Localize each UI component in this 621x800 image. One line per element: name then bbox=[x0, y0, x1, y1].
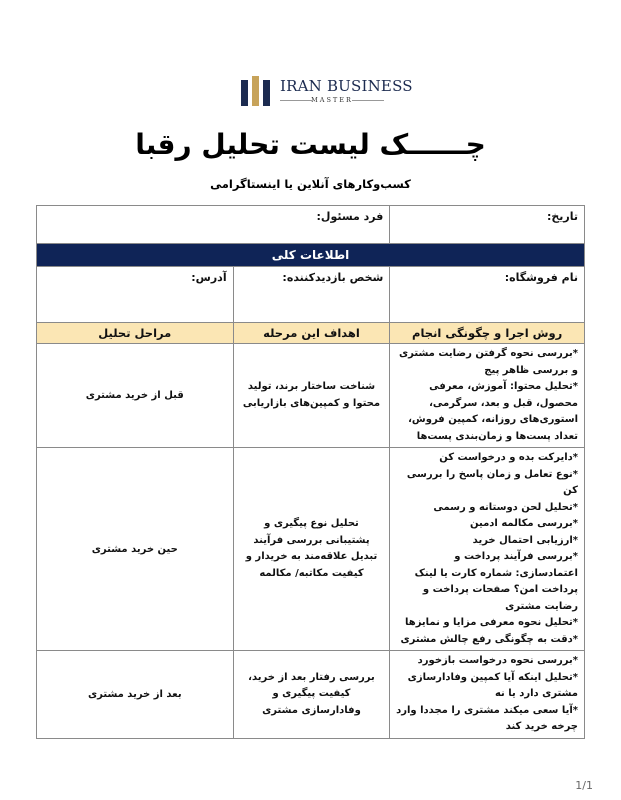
method-item: *تحلیل نحوه معرفی مزایا و نمایزها bbox=[405, 617, 578, 628]
checklist-table bbox=[36, 205, 585, 739]
date-label: تاریخ: bbox=[546, 210, 578, 223]
stage-cell: بعد از خرید مشتری bbox=[37, 651, 234, 739]
store-field[interactable] bbox=[390, 267, 585, 323]
header-goals: اهداف این مرحله bbox=[233, 323, 390, 344]
logo-name: IRAN BUSINESS bbox=[280, 77, 413, 95]
method-item: *نوع تعامل و زمان پاسخ را بررسی کن bbox=[406, 468, 578, 496]
section-title: اطلاعات کلی bbox=[37, 244, 585, 267]
method-item: *دقت به چگونگی رفع چالش مشتری bbox=[400, 633, 578, 645]
owner-label: فرد مسئول: bbox=[316, 210, 384, 223]
form-row-date bbox=[37, 206, 585, 244]
method-item: *تحلیل لحن دوستانه و رسمی bbox=[433, 501, 578, 513]
goal-cell: بررسی رفتار بعد از خرید، کیفیت پیگیری و وفادارسازی مشتری bbox=[233, 651, 390, 739]
goal-cell: تحلیل نوع پیگیری و پشتیبانی بررسی فرآیند تبدیل علاقه‌مند به خریدار و کیفیت مکاتبه/ مکالمه bbox=[233, 448, 390, 651]
store-label: نام فروشگاه: bbox=[504, 271, 578, 284]
logo-emblem-icon bbox=[240, 74, 272, 108]
method-item: *بررسی مکالمه ادمین bbox=[470, 518, 578, 529]
method-item: *تحلیل اینکه آیا کمپین وفادارسازی مشتری دارد یا نه bbox=[407, 671, 578, 699]
stage-cell: حین خرید مشتری bbox=[37, 448, 234, 651]
page-subtitle: کسب‌وکارهای آنلاین یا اینستاگرامی bbox=[210, 177, 411, 191]
logo-subtitle: MASTER bbox=[280, 96, 384, 104]
address-field[interactable] bbox=[37, 267, 234, 323]
method-item: *بررسی نحوه گرفتن رضایت مشتری و بررسی ظاهر پیج bbox=[399, 348, 578, 376]
methods-cell bbox=[390, 448, 585, 651]
stage-cell: قبل از خرید مشتری bbox=[37, 344, 234, 448]
address-label: آدرس: bbox=[191, 271, 227, 284]
page-indicator: 1/1 bbox=[575, 779, 593, 792]
table-row bbox=[37, 651, 585, 739]
brand-logo bbox=[240, 74, 413, 110]
methods-cell bbox=[390, 651, 585, 739]
table-row bbox=[37, 448, 585, 651]
visitor-label: شخص بازدیدکننده: bbox=[282, 271, 384, 284]
visitor-field[interactable] bbox=[233, 267, 390, 323]
method-item: *دایرکت بده و درخواست کن bbox=[439, 452, 578, 463]
method-item: *بررسی نحوه درخواست بازخورد bbox=[417, 655, 578, 666]
method-item: *بررسی فرآیند پرداخت و اعتمادسازی: شماره کارت یا لینک پرداخت امن؟ صفحات پرداخت و رضایت مشتری bbox=[414, 551, 578, 612]
date-field[interactable] bbox=[390, 206, 585, 244]
form-row-store bbox=[37, 267, 585, 323]
header-methods: روش اجرا و چگونگی انجام bbox=[390, 323, 585, 344]
owner-field[interactable] bbox=[37, 206, 390, 244]
method-item: *تحلیل محتوا: آموزش، معرفی محصول، قبل و بعد، سرگرمی، استوری‌های روزانه، کمپین فروش، تعداد پست‌ها و زمان‌بندی پست‌ها bbox=[408, 381, 578, 442]
method-item: *ارزیابی احتمال خرید bbox=[472, 534, 578, 546]
method-item: *آیا سعی میکند مشتری را مجددا وارد چرخه خرید کند bbox=[396, 704, 578, 732]
page-title: چــــــک لیست تحلیل رقبا bbox=[135, 128, 486, 161]
header-stages: مراحل تحلیل bbox=[37, 323, 234, 344]
goal-cell: شناخت ساختار برند، تولید محتوا و کمپین‌های بازاریابی bbox=[233, 344, 390, 448]
section-row bbox=[37, 244, 585, 267]
table-row bbox=[37, 344, 585, 448]
header-row bbox=[37, 323, 585, 344]
methods-cell bbox=[390, 344, 585, 448]
